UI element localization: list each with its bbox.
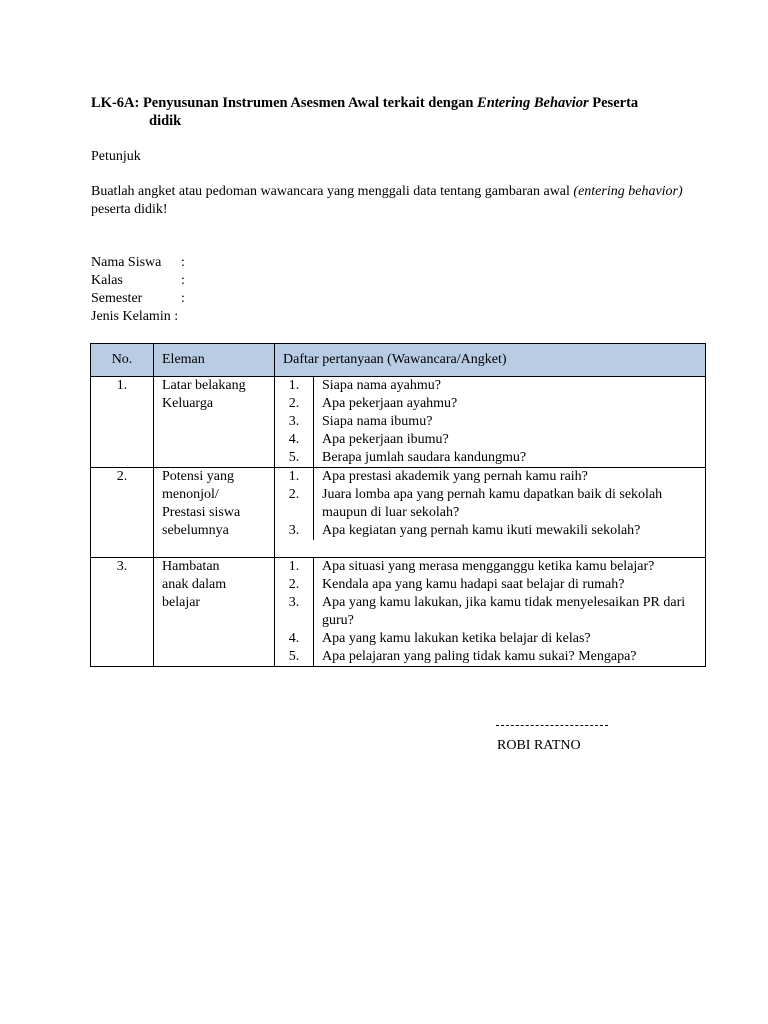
field-label: Nama Siswa: [91, 255, 162, 270]
signature-line: [496, 725, 608, 726]
table-row: [91, 558, 706, 667]
row-questions: [275, 558, 706, 667]
field-label: Kalas: [91, 273, 123, 288]
question-text: Apa yang kamu lakukan, jika kamu tidak menyelesaikan PR dari: [322, 595, 686, 610]
question-number: 3.: [275, 413, 314, 431]
question-number: 2.: [275, 576, 314, 594]
field-separator: :: [181, 273, 185, 288]
header-eleman: Eleman: [154, 344, 275, 377]
eleman-line: Latar belakang: [162, 378, 246, 393]
question-list: [275, 377, 705, 467]
instruction-text: Buatlah angket atau pedoman wawancara yang menggali data tentang gambaran awal: [91, 184, 574, 199]
table-row: [91, 468, 706, 558]
table-row: [91, 377, 706, 468]
field-separator: :: [174, 309, 179, 324]
header-no: No.: [91, 344, 154, 377]
question-number: 5.: [275, 449, 314, 467]
question-text: Kendala apa yang kamu hadapi saat belajar di rumah?: [322, 577, 625, 592]
table-header-row: [91, 344, 706, 377]
title-line2: didik: [149, 113, 182, 129]
question-text: guru?: [322, 613, 354, 628]
question-table: [90, 343, 706, 667]
list-item: [275, 504, 705, 522]
eleman-line: belajar: [162, 595, 201, 610]
field-semester: [91, 290, 185, 308]
petunjuk-heading: Petunjuk: [91, 149, 141, 164]
field-label: Jenis Kelamin: [91, 309, 171, 324]
list-item: [275, 486, 705, 504]
question-number: 2.: [275, 486, 314, 504]
question-number: 1.: [275, 558, 314, 576]
row-number: 3.: [91, 558, 154, 667]
list-item: [275, 612, 705, 630]
question-number: 5.: [275, 648, 314, 666]
row-eleman: [154, 468, 275, 558]
eleman-line: Keluarga: [162, 396, 214, 411]
row-number: 2.: [91, 468, 154, 558]
list-item: [275, 558, 705, 576]
eleman-line: Hambatan: [162, 559, 220, 574]
question-number: 4.: [275, 431, 314, 449]
question-text: Apa yang kamu lakukan ketika belajar di kelas?: [322, 631, 591, 646]
question-text: Apa pekerjaan ayahmu?: [322, 396, 458, 411]
list-item: [275, 522, 705, 540]
row-questions: [275, 377, 706, 468]
question-list: [275, 558, 705, 666]
eleman-line: Prestasi siswa: [162, 505, 241, 520]
eleman-line: anak dalam: [162, 577, 227, 592]
list-item: [275, 395, 705, 413]
list-item: [275, 431, 705, 449]
question-text: Apa kegiatan yang pernah kamu ikuti mewakili sekolah?: [322, 523, 641, 538]
question-text: Berapa jumlah saudara kandungmu?: [322, 450, 527, 465]
row-eleman: [154, 558, 275, 667]
title-suffix: Peserta: [588, 95, 639, 111]
field-kalas: [91, 272, 185, 290]
list-item: [275, 413, 705, 431]
list-item: [275, 648, 705, 666]
question-text: Juara lomba apa yang pernah kamu dapatkan baik di sekolah: [322, 487, 663, 502]
instruction-text-end: peserta didik!: [91, 202, 168, 217]
field-separator: :: [181, 255, 185, 270]
instruction-paragraph: [91, 183, 691, 219]
question-text: Apa pekerjaan ibumu?: [322, 432, 449, 447]
question-number: 2.: [275, 395, 314, 413]
question-number: 3.: [275, 594, 314, 612]
instruction-italic: (entering behavior): [573, 184, 683, 199]
field-nama-siswa: [91, 254, 185, 272]
question-number: 1.: [275, 468, 314, 486]
question-text: maupun di luar sekolah?: [322, 505, 460, 520]
row-questions: [275, 468, 706, 558]
list-item: [275, 594, 705, 612]
list-item: [275, 449, 705, 467]
question-number: 1.: [275, 377, 314, 395]
field-label: Semester: [91, 291, 143, 306]
eleman-line: menonjol/: [162, 487, 219, 502]
row-number: 1.: [91, 377, 154, 468]
question-text: Siapa nama ayahmu?: [322, 378, 441, 393]
row-eleman: [154, 377, 275, 468]
question-text: Apa situasi yang merasa mengganggu ketika kamu belajar?: [322, 559, 655, 574]
signature-name: ROBI RATNO: [497, 738, 581, 753]
header-daftar: Daftar pertanyaan (Wawancara/Angket): [275, 344, 706, 377]
question-text: Apa pelajaran yang paling tidak kamu sukai? Mengapa?: [322, 649, 637, 664]
question-number-blank: [275, 504, 314, 522]
document-title: [91, 94, 691, 130]
list-item: [275, 377, 705, 395]
list-item: [275, 468, 705, 486]
title-prefix: LK-6A: Penyusunan Instrumen Asesmen Awal terkait dengan: [91, 95, 478, 111]
eleman-line: Potensi yang: [162, 469, 234, 484]
eleman-line: sebelumnya: [162, 523, 229, 538]
field-jenis-kelamin: [91, 308, 178, 326]
question-number: 3.: [275, 522, 314, 540]
question-list: [275, 468, 705, 540]
question-text: Apa prestasi akademik yang pernah kamu raih?: [322, 469, 588, 484]
field-separator: :: [181, 291, 185, 306]
title-italic: Entering Behavior: [477, 95, 589, 111]
question-number: 4.: [275, 630, 314, 648]
list-item: [275, 630, 705, 648]
question-number-blank: [275, 612, 314, 630]
list-item: [275, 576, 705, 594]
question-text: Siapa nama ibumu?: [322, 414, 433, 429]
